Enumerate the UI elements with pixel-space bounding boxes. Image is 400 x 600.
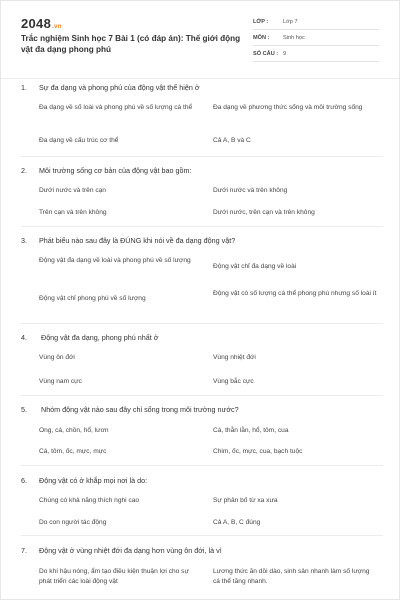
meta-value: Sinh học [283, 34, 305, 41]
quiz-meta [253, 14, 379, 62]
meta-value: Lớp 7 [283, 18, 298, 25]
option-d[interactable]: Động vật có số lượng cá thể phong phú nhưng số loài ít [213, 290, 377, 297]
question-number: 2. [21, 166, 27, 175]
site-logo[interactable] [21, 16, 62, 31]
header-divider [1, 78, 399, 79]
option-a[interactable]: Chúng có khả năng thích nghi cao [39, 497, 140, 504]
option-c[interactable]: Do con người tác động [39, 519, 107, 526]
option-b[interactable]: Động vật chỉ đa dạng về loài [213, 263, 297, 270]
question-text [21, 476, 383, 485]
question-text [21, 405, 383, 414]
question-stem: Động vật ở vùng nhiệt đới đa dạng hơn vùng ôn đới, là vì [39, 546, 222, 555]
option-c[interactable]: Động vật chỉ phong phú về số lượng [39, 295, 146, 302]
question-text [21, 166, 383, 175]
question-number: 6. [21, 476, 27, 485]
meta-label: MÔN : [253, 34, 270, 41]
option-a[interactable]: Ong, cá, chồn, hổ, lươn [39, 427, 109, 434]
question-number: 1. [21, 83, 27, 92]
question-divider [21, 535, 383, 536]
question-divider [21, 226, 383, 227]
option-c[interactable]: Cá, tôm, ốc, mực, mực [39, 448, 107, 455]
option-b[interactable]: Sự phân bố từ xa xưa [213, 497, 278, 504]
option-b[interactable]: Lương thức ăn dồi dào, sinh sản nhanh làm số lượng cá thể tăng nhanh. [213, 568, 370, 585]
option-a[interactable]: Động vật đa dạng về loài và phong phú về số lượng [39, 257, 191, 264]
option-d[interactable]: Cả A, B và C [213, 137, 251, 144]
option-d[interactable]: Cả A, B, C đúng [213, 519, 261, 526]
option-b[interactable]: Vùng nhiệt đới [213, 354, 256, 361]
question-stem: Sự đa dạng và phong phú của động vật thể hiện ở [39, 83, 200, 92]
question-divider [21, 156, 383, 157]
logo-main: 2048 [21, 16, 52, 31]
question-2 [21, 166, 383, 216]
option-c[interactable]: Vùng nam cực [39, 378, 82, 385]
logo-suffix: .vn [52, 24, 62, 30]
question-stem: Nhóm động vật nào sau đây chỉ sống trong môi trường nước? [39, 405, 239, 414]
question-5 [21, 405, 383, 455]
option-b[interactable]: Đa dạng về phương thức sống và môi trường sống [213, 104, 363, 111]
question-stem: Môi trường sống cơ bản của động vật bao gồm: [39, 166, 192, 175]
question-4 [21, 333, 383, 385]
option-a[interactable]: Đa dạng về số loài và phong phú về số lượng cá thể [39, 104, 193, 111]
meta-label: SỐ CÂU : [253, 50, 279, 57]
question-7 [21, 546, 383, 585]
question-6 [21, 476, 383, 526]
question-number: 4. [21, 333, 27, 342]
question-stem: Động vật có ở khắp mọi nơi là do: [39, 476, 148, 485]
question-3 [21, 236, 383, 302]
meta-label: LỚP : [253, 18, 269, 25]
question-number: 3. [21, 236, 27, 245]
option-c[interactable]: Trên cạn và trên không [39, 209, 107, 216]
option-a[interactable]: Do khí hậu nóng, ẩm tạo điều kiện thuận lợi cho sự phát triển các loài động vật [39, 568, 189, 585]
meta-row-subject [253, 30, 379, 46]
question-text [21, 236, 383, 245]
header [1, 1, 399, 79]
question-number: 7. [21, 546, 27, 555]
question-text [21, 83, 383, 92]
question-1 [21, 83, 383, 144]
question-divider [21, 465, 383, 466]
question-divider [21, 323, 383, 324]
question-text [21, 333, 383, 342]
option-d[interactable]: Vùng bắc cực [213, 378, 254, 385]
option-d[interactable]: Chim, ốc, mực, cua, bạch tuộc [213, 448, 303, 455]
question-text [21, 546, 383, 555]
question-divider [21, 395, 383, 396]
question-stem: Phát biểu nào sau đây là ĐÚNG khi nói về đa dạng động vật? [39, 236, 236, 245]
meta-row-class [253, 14, 379, 30]
option-a[interactable]: Vùng ôn đới [39, 354, 75, 361]
option-b[interactable]: Dưới nước và trên không [213, 187, 288, 194]
option-a[interactable]: Dưới nước và trên cạn [39, 187, 106, 194]
option-c[interactable]: Đa dạng về cấu trúc cơ thể [39, 137, 119, 144]
question-number: 5. [21, 405, 27, 414]
quiz-title: Trắc nghiệm Sinh học 7 Bài 1 (có đáp án): Thế giới động vật đa dạng phong phú [21, 34, 241, 54]
meta-value: 9 [283, 50, 287, 57]
option-b[interactable]: Cá, thằn lằn, hổ, tôm, cua [213, 427, 289, 434]
meta-row-count [253, 46, 379, 62]
question-stem: Động vật đa dạng, phong phú nhất ở [39, 333, 159, 342]
option-d[interactable]: Dưới nước, trên cạn và trên không [213, 209, 315, 216]
